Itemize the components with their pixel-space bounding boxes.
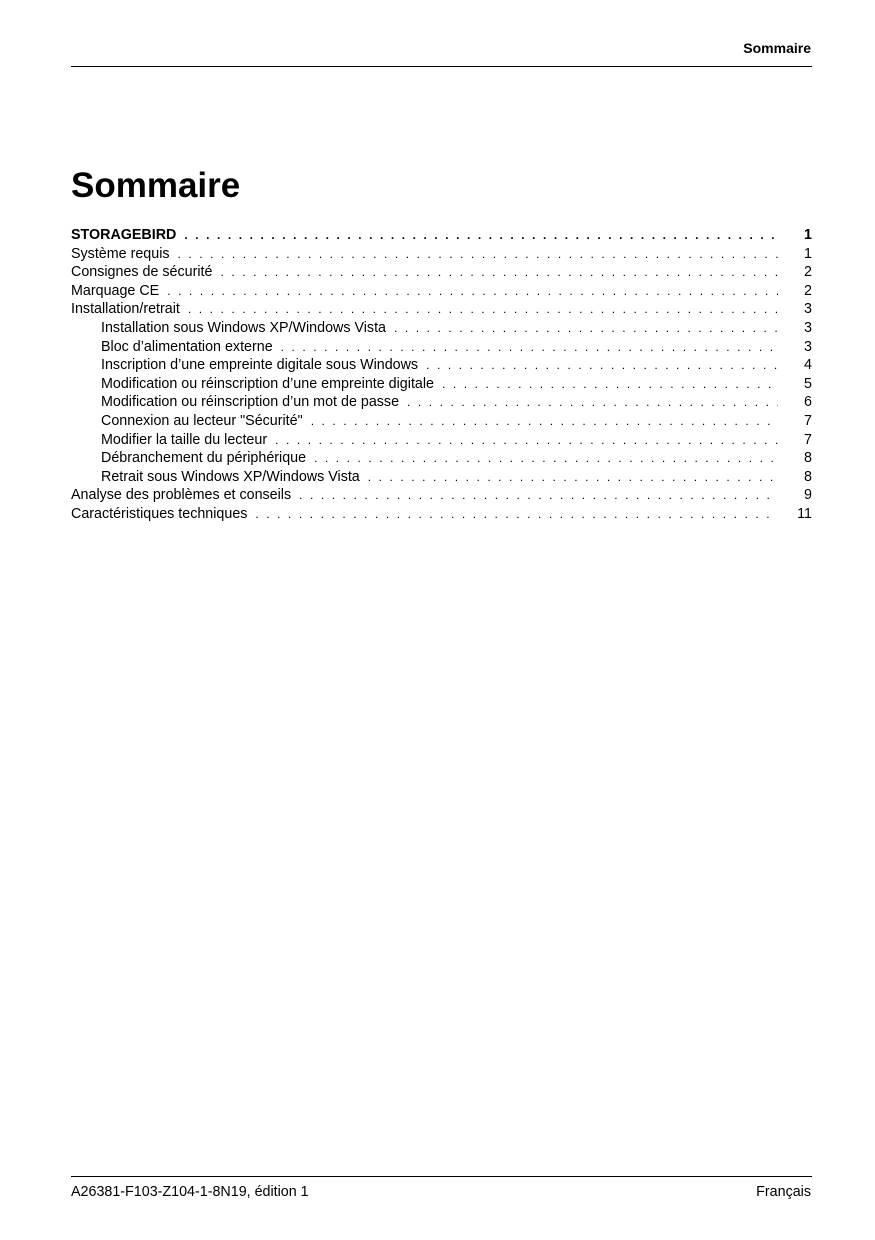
toc-dot-leader [220, 263, 778, 282]
toc-entry-label: Bloc d’alimentation externe [101, 338, 273, 355]
toc-entry-page-number: 8 [804, 468, 812, 485]
toc-entry-page-number: 3 [804, 319, 812, 336]
toc-entry-label: Analyse des problèmes et conseils [71, 487, 292, 504]
toc-entry[interactable] [71, 431, 812, 450]
toc-entry[interactable] [71, 375, 812, 394]
toc-entry-label: Installation sous Windows XP/Windows Vista [101, 319, 387, 336]
running-header-title: Sommaire [743, 40, 811, 56]
toc-entry[interactable] [71, 319, 812, 338]
toc-entry-page-number: 3 [804, 338, 812, 355]
toc-entry-label: Modification ou réinscription d’un mot de passe [101, 394, 400, 411]
toc-entry[interactable] [71, 338, 812, 357]
toc-dot-leader [426, 356, 778, 375]
toc-dot-leader [167, 282, 778, 301]
running-header [71, 38, 812, 67]
toc-entry-label: Inscription d’une empreinte digitale sous Windows [101, 357, 419, 374]
footer-document-id: A26381-F103-Z104-1-8N19, édition 1 [71, 1184, 309, 1200]
page-title: Sommaire [71, 166, 241, 205]
toc-entry-label: Marquage CE [71, 282, 160, 299]
toc-entry-page-number: 11 [797, 505, 812, 522]
toc-entry-label: Consignes de sécurité [71, 264, 213, 281]
toc-dot-leader [442, 375, 778, 394]
running-footer [71, 1176, 812, 1202]
toc-dot-leader [368, 468, 778, 487]
toc-entry[interactable] [71, 449, 812, 468]
toc-entry[interactable] [71, 505, 812, 524]
toc-entry-page-number: 9 [804, 487, 812, 504]
toc-entry-page-number: 5 [804, 375, 812, 392]
toc-entry-page-number: 4 [804, 357, 812, 374]
toc-entry[interactable] [71, 412, 812, 431]
toc-entry-page-number: 7 [804, 431, 812, 448]
toc-entry[interactable] [71, 486, 812, 505]
toc-entry[interactable] [71, 356, 812, 375]
toc-dot-leader [188, 300, 778, 319]
toc-entry[interactable] [71, 245, 812, 264]
toc-entry-label: Installation/retrait [71, 301, 180, 318]
toc-dot-leader [275, 431, 778, 450]
toc-entry-label: Retrait sous Windows XP/Windows Vista [101, 468, 360, 485]
toc-entry-page-number: 6 [804, 394, 812, 411]
toc-entry-page-number: 1 [804, 245, 812, 262]
toc-entry-label: Caractéristiques techniques [71, 505, 248, 522]
toc-entry-label: Modification ou réinscription d’une empreinte digitale [101, 375, 434, 392]
toc-dot-leader [178, 245, 778, 264]
toc-entry[interactable] [71, 393, 812, 412]
toc-entry[interactable] [71, 282, 812, 301]
toc-entry[interactable] [71, 226, 812, 245]
toc-entry[interactable] [71, 300, 812, 319]
toc-entry-label: Connexion au lecteur "Sécurité" [101, 412, 303, 429]
toc-dot-leader [311, 412, 778, 431]
toc-dot-leader [184, 226, 778, 245]
toc-entry-label: STORAGEBIRD [71, 227, 177, 243]
toc-entry-label: Débranchement du périphérique [101, 450, 307, 467]
toc-entry-label: Système requis [71, 245, 170, 262]
table-of-contents [71, 226, 812, 524]
toc-dot-leader [314, 449, 778, 468]
toc-entry-page-number: 7 [804, 412, 812, 429]
toc-entry[interactable] [71, 468, 812, 487]
footer-language: Français [756, 1184, 811, 1200]
toc-dot-leader [299, 486, 778, 505]
toc-dot-leader [281, 338, 778, 357]
toc-entry-page-number: 3 [804, 301, 812, 318]
toc-entry-label: Modifier la taille du lecteur [101, 431, 268, 448]
toc-entry[interactable] [71, 263, 812, 282]
toc-entry-page-number: 2 [804, 264, 812, 281]
toc-entry-page-number: 2 [804, 282, 812, 299]
toc-entry-page-number: 8 [804, 450, 812, 467]
toc-dot-leader [255, 505, 778, 524]
toc-dot-leader [407, 393, 778, 412]
toc-dot-leader [394, 319, 778, 338]
toc-entry-page-number: 1 [804, 227, 812, 243]
